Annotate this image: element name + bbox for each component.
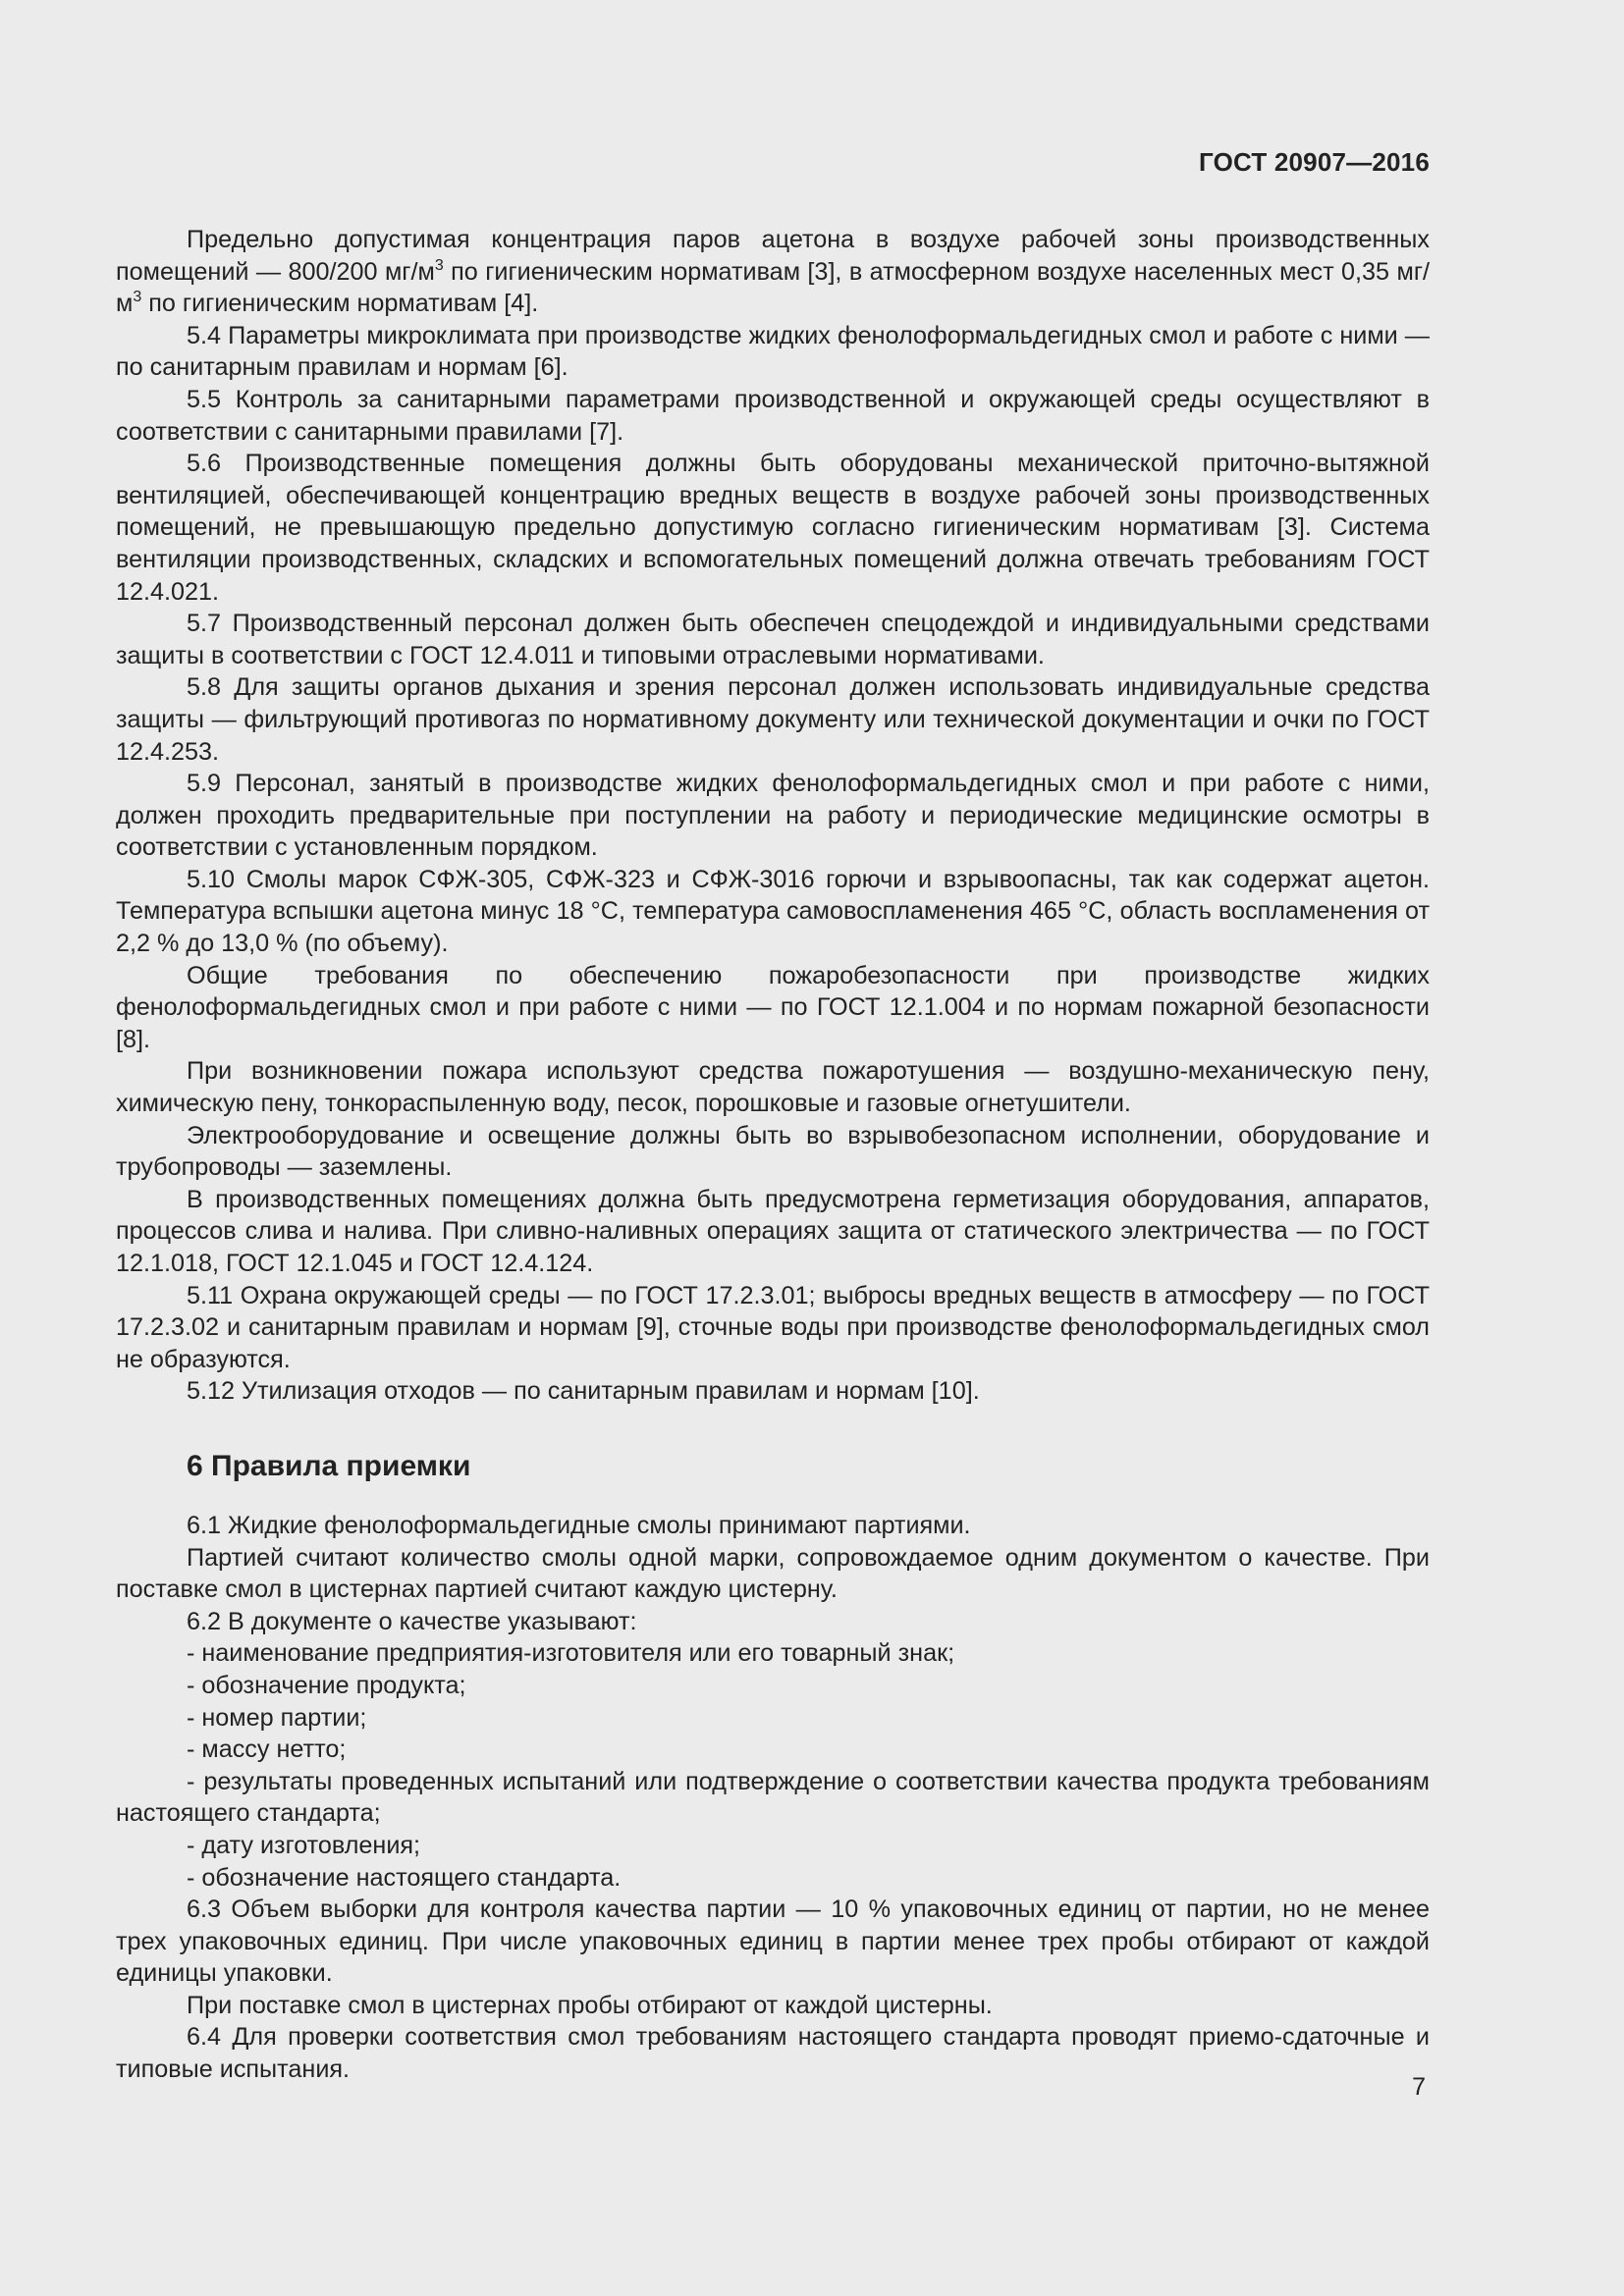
clause-6-3: 6.3 Объем выборки для контроля качества партии — 10 % упаковочных единиц от партии, но не менее трех упаковочных единиц. При числе упаковочных единиц в партии менее трех пробы отбирают от каждой единицы упаковки. bbox=[116, 1896, 1430, 1988]
section-6-title: 6 Правила приемки bbox=[187, 1449, 471, 1482]
paragraph-text: по гигиеническим нормативам [4]. bbox=[141, 290, 539, 318]
clause-5-5: 5.5 Контроль за санитарными параметрами производственной и окружающей среды осуществляют в соответствии с санитарными правилами [7]. bbox=[116, 385, 1430, 446]
clause-5-4: 5.4 Параметры микроклимата при производстве жидких фенолоформальдегидных смол и работе с ними — по санитарным правилам и нормам [6]. bbox=[116, 321, 1430, 382]
list-item: - результаты проведенных испытаний или подтверждение о соответствии качества продукта требованиям настоящего стандарта; bbox=[116, 1767, 1430, 1828]
document-code-header: ГОСТ 20907—2016 bbox=[1199, 147, 1430, 177]
paragraph-fire-extinguishing: При возникновении пожара используют средства пожаротушения — воздушно-механическую пену, химическую пену, тонкораспыленную воду, песок, порошковые и газовые огнетушители. bbox=[116, 1057, 1430, 1118]
paragraph-party-definition: Партией считают количество смолы одной марки, сопровождаемое одним документом о качестве. При поставке смол в цистернах партией считают каждую цистерну. bbox=[116, 1543, 1430, 1604]
clause-5-7: 5.7 Производственный персонал должен быть обеспечен спецодеждой и индивидуальными средствами защиты в соответствии с ГОСТ 12.4.011 и типовыми отраслевыми нормативами. bbox=[116, 610, 1430, 669]
list-item: - наименование предприятия-изготовителя или его товарный знак; bbox=[187, 1639, 955, 1668]
list-item: - обозначение настоящего стандарта. bbox=[187, 1863, 622, 1892]
list-item: - номер партии; bbox=[187, 1703, 367, 1732]
clause-5-12: 5.12 Утилизация отходов — по санитарным правилам и нормам [10]. bbox=[187, 1377, 980, 1406]
clause-5-9: 5.9 Персонал, занятый в производстве жидких фенолоформальдегидных смол и при работе с ними, должен проходить предварительные при поступлении на работу и периодические медицинские осмотры в соответствии с установленным порядком. bbox=[116, 770, 1430, 862]
paragraph-acetone-mpc bbox=[116, 224, 1430, 320]
superscript: 3 bbox=[133, 289, 142, 306]
clause-5-6: 5.6 Производственные помещения должны быть оборудованы механической приточно-вытяжной вентиляцией, обеспечивающей концентрацию вредных веществ в воздухе рабочей зоны производственных помещений, не превышающую предельно допустимую согласно гигиеническим нормативам [3]. Система вентиляции производственных, складских и вспомогательных помещений должна отвечать требованиям ГОСТ 12.4.021. bbox=[116, 450, 1430, 606]
clause-6-2: 6.2 В документе о качестве указывают: bbox=[187, 1607, 637, 1635]
paragraph-sealing: В производственных помещениях должна быть предусмотрена герметизация оборудования, аппаратов, процессов слива и налива. При сливно-наливных операциях защита от статического электричества — по ГОСТ 12.1.018, ГОСТ 12.1.045 и ГОСТ 12.4.124. bbox=[116, 1185, 1430, 1277]
superscript: 3 bbox=[434, 256, 444, 274]
list-item: - дату изготовления; bbox=[187, 1831, 421, 1859]
document-body bbox=[116, 224, 1430, 2086]
paragraph-tank-sampling: При поставке смол в цистернах пробы отбирают от каждой цистерны. bbox=[187, 1991, 993, 2019]
list-item: - обозначение продукта; bbox=[187, 1671, 466, 1699]
clause-5-10: 5.10 Смолы марок СФЖ-305, СФЖ-323 и СФЖ-3016 горючи и взрывоопасны, так как содержат ацетон. Температура вспышки ацетона минус 18 °С, температура самовоспламенения 465 °С, область воспламенения от 2,2 % до 13,0 % (по объему). bbox=[116, 865, 1430, 958]
page-number: 7 bbox=[1412, 2073, 1426, 2101]
list-item: - массу нетто; bbox=[187, 1735, 347, 1764]
clause-5-11: 5.11 Охрана окружающей среды — по ГОСТ 17.2.3.01; выбросы вредных веществ в атмосферу — по ГОСТ 17.2.3.02 и санитарным правилам и нормам [9], сточные воды при производстве фенолоформальдегидных смол не образуются. bbox=[116, 1281, 1430, 1373]
clause-6-4: 6.4 Для проверки соответствия смол требованиям настоящего стандарта проводят приемо-сдаточные и типовые испытания. bbox=[116, 2023, 1430, 2084]
clause-5-8: 5.8 Для защиты органов дыхания и зрения персонал должен использовать индивидуальные средства защиты — фильтрующий противогаз по нормативному документу или технической документации и очки по ГОСТ 12.4.253. bbox=[116, 673, 1430, 766]
paragraph-text: по гигиеническим нормативам [3], в атмосферном воздухе населенных мест 0,35 мг/м bbox=[116, 257, 1430, 318]
paragraph-electrical-equipment: Электрооборудование и освещение должны быть во взрывобезопасном исполнении, оборудование и трубопроводы — заземлены. bbox=[116, 1121, 1430, 1182]
paragraph-fire-safety: Общие требования по обеспечению пожаробезопасности при производстве жидких фенолоформальдегидных смол и при работе с ними — по ГОСТ 12.1.004 и по нормам пожарной безопасности [8]. bbox=[116, 961, 1430, 1053]
paragraph-text: Предельно допустимая концентрация паров ацетона в воздухе рабочей зоны производственных помещений — 800/200 мг/м bbox=[116, 226, 1430, 286]
clause-6-1: 6.1 Жидкие фенолоформальдегидные смолы принимают партиями. bbox=[187, 1511, 971, 1539]
